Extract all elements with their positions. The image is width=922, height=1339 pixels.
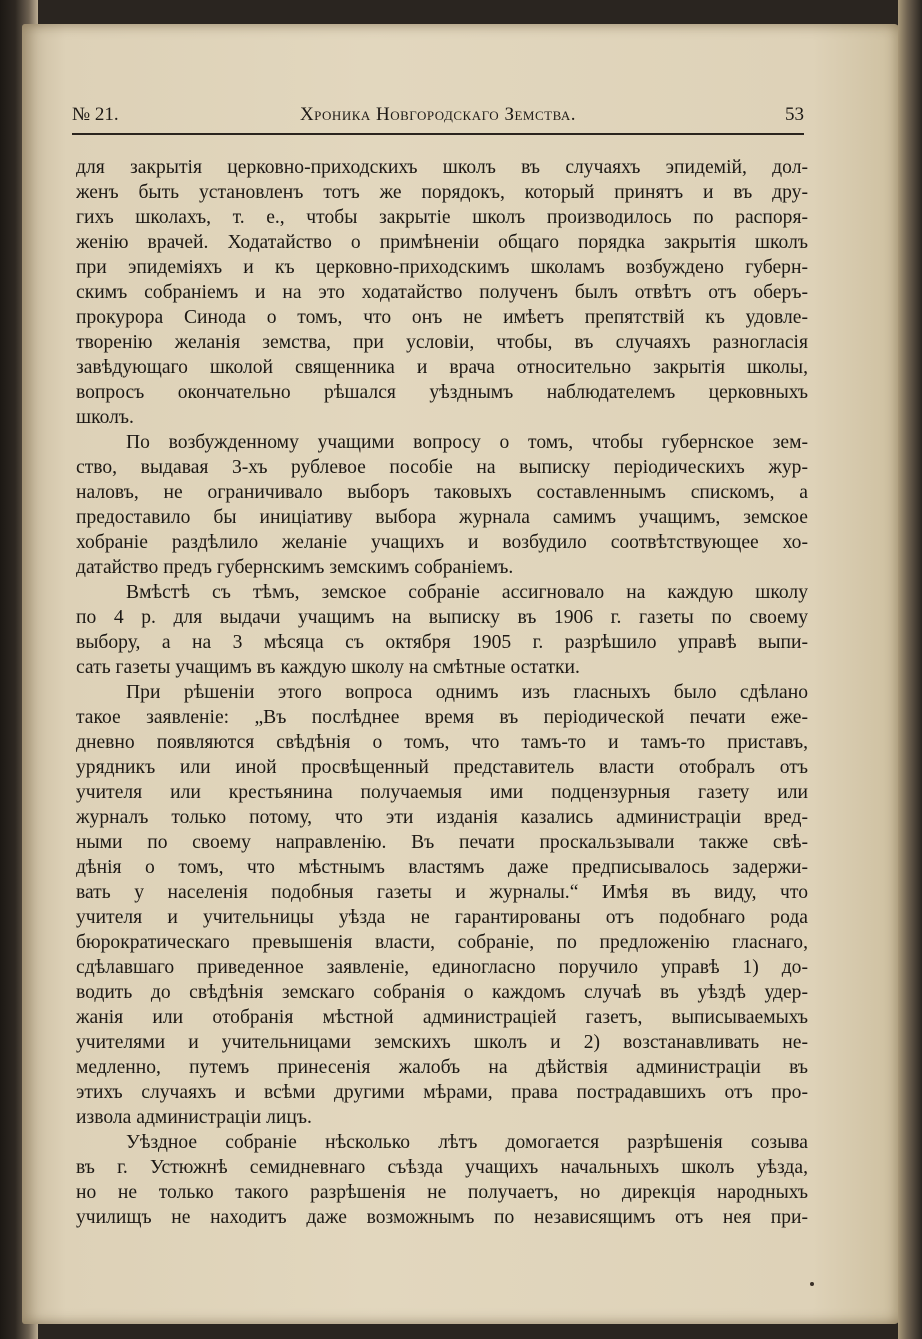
- text-line: урядникъ или иной просвѣщенный представитель власти отобралъ отъ: [76, 757, 808, 778]
- text-line: но не только такого разрѣшенія не получаетъ, но дирекція народныхъ: [76, 1182, 808, 1203]
- text-line: прокурора Синода о томъ, что онъ не имѣетъ препятствій къ удовле-: [76, 307, 808, 328]
- page-edge-shadow: [898, 0, 922, 1339]
- text-line: такое заявленіе: „Въ послѣднее время въ періодической печати еже-: [76, 707, 808, 728]
- ink-speck: [810, 1282, 814, 1286]
- text-line: медленно, путемъ принесенія жалобъ на дѣйствія администраціи въ: [76, 1057, 808, 1078]
- text-line: женъ быть установленъ тотъ же порядокъ, который принятъ и въ дру-: [76, 182, 808, 203]
- text-line: учителя или крестьянина получаемыя ими подцензурныя газету или: [76, 782, 808, 803]
- text-line: женію врачей. Ходатайство о примѣненіи общаго порядка закрытія школъ: [76, 232, 808, 253]
- text-line: предоставило бы иниціативу выбора журнала самимъ учащимъ, земское: [76, 507, 808, 528]
- text-line: при эпидеміяхъ и къ церковно-приходскимъ школамъ возбуждено губерн-: [76, 257, 808, 278]
- text-line: учителями и учительницами земскихъ школъ и 2) возстанавливать не-: [76, 1032, 808, 1053]
- text-line: для закрытія церковно-приходскихъ школъ въ случаяхъ эпидемій, дол-: [76, 157, 808, 178]
- text-line: При рѣшеніи этого вопроса однимъ изъ гласныхъ было сдѣлано: [126, 682, 808, 703]
- text-line: творенію желанія земства, при условіи, чтобы, въ случаяхъ разногласія: [76, 332, 808, 353]
- text-line: въ г. Устюжнѣ семидневнаго съѣзда учащихъ начальныхъ школъ уѣзда,: [76, 1157, 808, 1178]
- text-line: вопросъ окончательно рѣшался уѣзднымъ наблюдателемъ церковныхъ: [76, 382, 808, 403]
- text-line: Вмѣстѣ съ тѣмъ, земское собраніе ассигновало на каждую школу: [126, 582, 808, 603]
- text-line: дѣнія о томъ, что мѣстнымъ властямъ даже предписывалось задержи-: [76, 857, 808, 878]
- text-line: жанія или отобранія мѣстной администраціей газетъ, выписываемыхъ: [76, 1007, 808, 1028]
- text-line: датайство предъ губернскимъ земскимъ собраніемъ.: [76, 557, 514, 578]
- header-rule: [72, 133, 804, 135]
- running-title: Хроника Новгородскаго Земства.: [299, 104, 577, 125]
- issue-number: № 21.: [72, 104, 119, 125]
- text-line: сать газеты учащимъ въ каждую школу на смѣтные остатки.: [76, 657, 580, 678]
- text-line: скимъ собраніемъ и на это ходатайство полученъ былъ отвѣтъ отъ оберъ-: [76, 282, 808, 303]
- text-line: бюрократическаго превышенія власти, собраніе, по предложенію гласнаго,: [76, 932, 808, 953]
- text-line: ство, выдавая 3-хъ рублевое пособіе на выписку періодическихъ жур-: [76, 457, 808, 478]
- text-line: завѣдующаго школой священника и врача относительно закрытія школы,: [76, 357, 808, 378]
- text-line: сдѣлавшаго приведенное заявленіе, единогласно поручило управѣ 1) до-: [76, 957, 808, 978]
- text-line: училищъ не находитъ даже возможнымъ по независящимъ отъ нея при-: [76, 1207, 808, 1228]
- text-line: журналъ только потому, что эти изданія казались администраціи вред-: [76, 807, 808, 828]
- text-line: хобраніе раздѣлило желаніе учащихъ и возбудило соотвѣтствующее хо-: [76, 532, 808, 553]
- text-line: выбору, а на 3 мѣсяца съ октября 1905 г. разрѣшило управѣ выпи-: [76, 632, 808, 653]
- text-line: дневно появляются свѣдѣнія о томъ, что тамъ-то и тамъ-то приставъ,: [76, 732, 808, 753]
- text-line: этихъ случаяхъ и всѣми другими мѣрами, права пострадавшихъ отъ про-: [76, 1082, 808, 1103]
- text-line: Уѣздное собраніе нѣсколько лѣтъ домогается разрѣшенія созыва: [126, 1132, 808, 1153]
- text-line: школъ.: [76, 407, 134, 428]
- text-line: извола администраціи лицъ.: [76, 1107, 312, 1128]
- text-line: ными по своему направленію. Въ печати проскальзывали также свѣ-: [76, 832, 808, 853]
- text-line: вать у населенія подобныя газеты и журналы.“ Имѣя въ виду, что: [76, 882, 808, 903]
- body-text: [76, 155, 808, 1230]
- text-line: по 4 р. для выдачи учащимъ на выписку въ 1906 г. газеты по своему: [76, 607, 808, 628]
- running-header: [72, 104, 804, 132]
- page-number: 53: [785, 104, 804, 125]
- text-line: учителя и учительницы уѣзда не гарантированы отъ подобнаго рода: [76, 907, 808, 928]
- text-line: гихъ школахъ, т. е., чтобы закрытіе школъ производилось по распоря-: [76, 207, 808, 228]
- text-line: водить до свѣдѣнія земскаго собранія о каждомъ случаѣ въ уѣздѣ удер-: [76, 982, 808, 1003]
- text-line: По возбужденному учащими вопросу о томъ, чтобы губернское зем-: [126, 432, 808, 453]
- text-line: наловъ, не ограничивало выборъ таковыхъ составленнымъ спискомъ, а: [76, 482, 808, 503]
